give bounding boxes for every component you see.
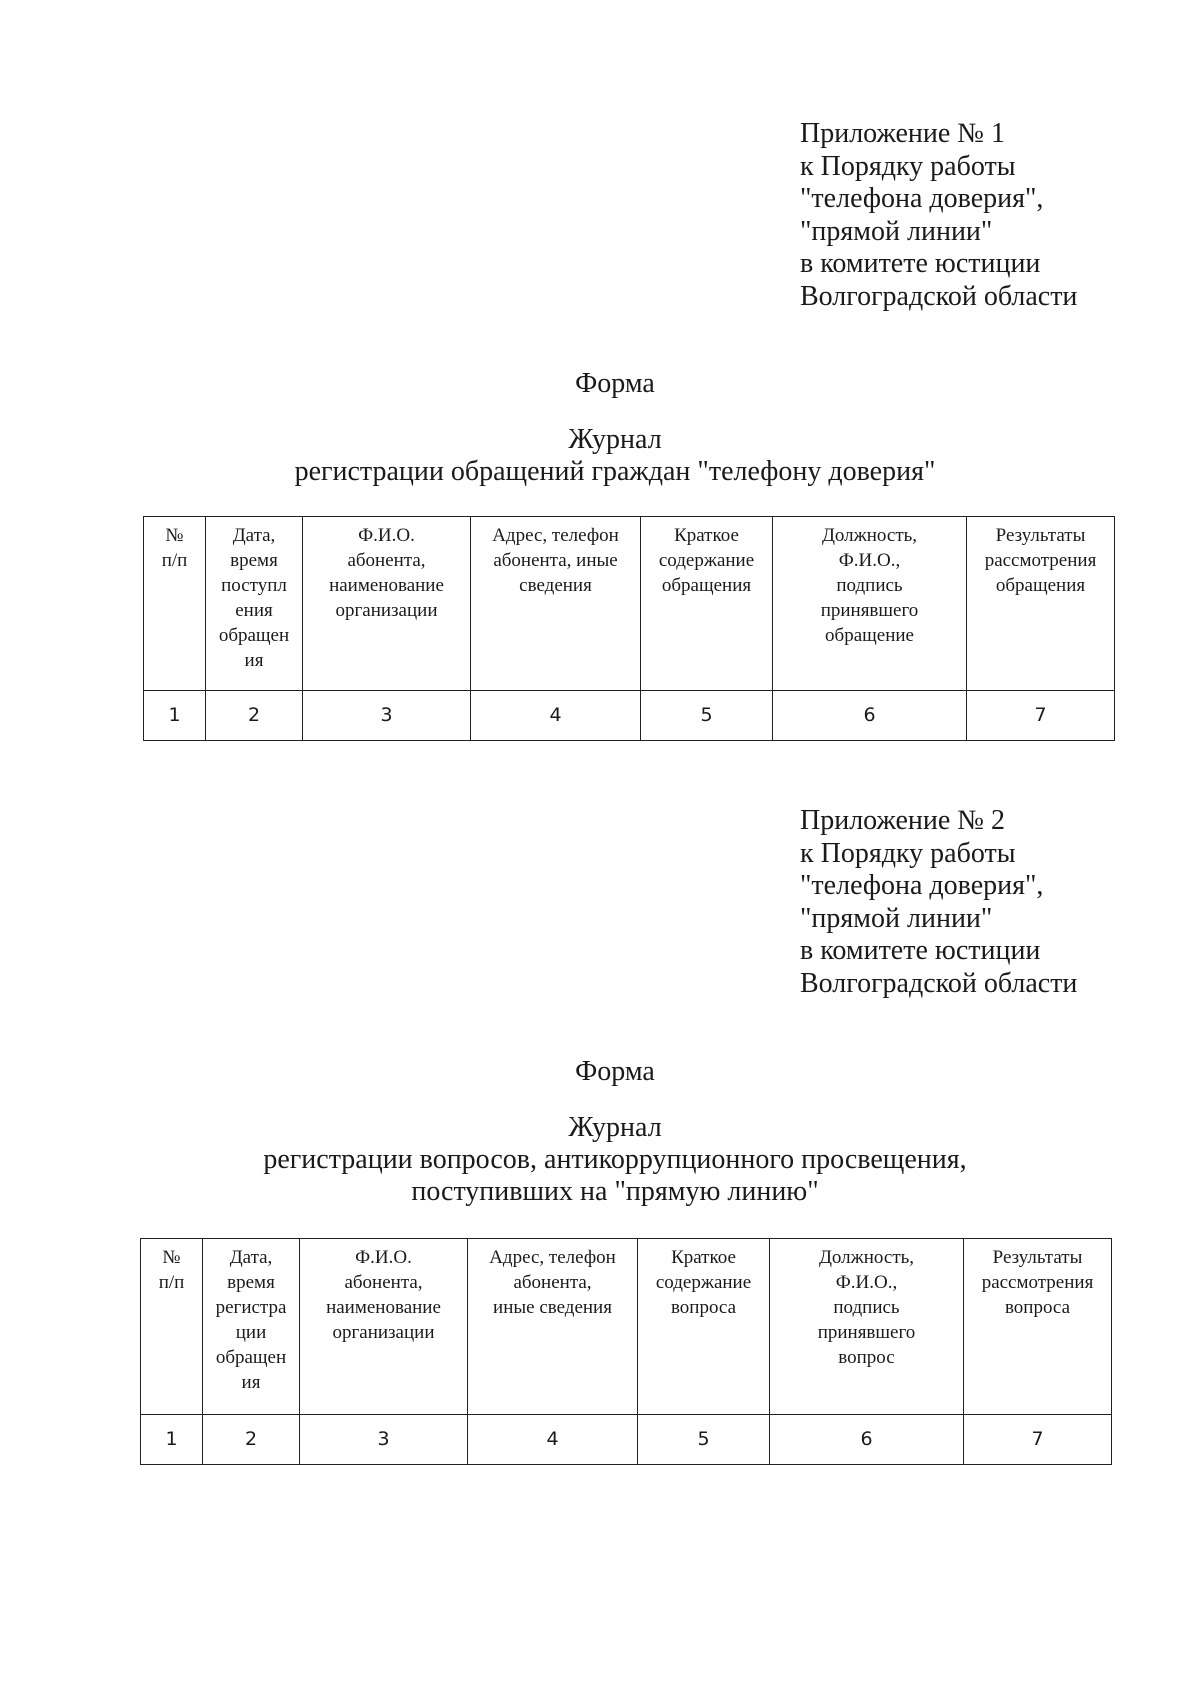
header-cell-number: № п/п [141,1239,203,1415]
appendix-2-line: "телефона доверия", [800,870,1044,901]
number-cell: 2 [203,1415,300,1465]
appendix-2-line: в комитете юстиции [800,935,1041,966]
header-cell-fio: Ф.И.О. абонента, наименование организации [303,517,471,691]
form-2-title-line: Журнал [568,1112,662,1143]
form-1-title [0,424,1200,488]
form-1-title-line: Журнал [568,424,662,455]
form-1-label: Форма [575,368,655,399]
header-cell-number: № п/п [144,517,206,691]
number-cell: 4 [471,691,641,741]
appendix-2-header [800,805,1077,1000]
number-cell: 3 [300,1415,468,1465]
appendix-1-line: "прямой линии" [800,215,993,247]
form-2-label: Форма [575,1056,655,1087]
appendix-1-line: Волгоградской области [800,280,1078,312]
appendix-1-line: "телефона доверия", [800,183,1044,214]
number-cell: 6 [770,1415,964,1465]
header-cell-address: Адрес, телефон абонента, иные сведения [471,517,641,691]
appendix-1-line: в комитете юстиции [800,248,1041,279]
form-2-title-line: регистрации вопросов, антикоррупционного просвещения, [263,1144,967,1175]
header-cell-result: Результаты рассмотрения вопроса [964,1239,1112,1415]
header-cell-summary: Краткое содержание обращения [641,517,773,691]
table-number-row [144,691,1115,741]
header-cell-date: Дата, время регистра ции обращен ия [203,1239,300,1415]
number-cell: 7 [967,691,1115,741]
header-cell-position: Должность, Ф.И.О., подпись принявшего вопрос [770,1239,964,1415]
number-cell: 7 [964,1415,1112,1465]
appendix-2-line: к Порядку работы [800,837,1016,869]
number-cell: 6 [773,691,967,741]
header-cell-position: Должность, Ф.И.О., подпись принявшего обращение [773,517,967,691]
appendix-2-line: Волгоградской области [800,967,1078,999]
number-cell: 1 [141,1415,203,1465]
form-1-table [143,516,1115,741]
appendix-1-line: к Порядку работы [800,150,1016,182]
header-cell-summary: Краткое содержание вопроса [638,1239,770,1415]
number-cell: 1 [144,691,206,741]
number-cell: 5 [641,691,773,741]
header-cell-date: Дата, время поступл ения обращен ия [206,517,303,691]
number-cell: 3 [303,691,471,741]
form-2-table [140,1238,1112,1465]
number-cell: 5 [638,1415,770,1465]
appendix-2-line: "прямой линии" [800,902,993,934]
appendix-1-header [800,118,1077,313]
table-number-row [141,1415,1112,1465]
table-header-row [141,1239,1112,1415]
header-cell-address: Адрес, телефон абонента, иные сведения [468,1239,638,1415]
number-cell: 2 [206,691,303,741]
appendix-1-line: Приложение № 1 [800,118,1005,149]
form-2-title-line: поступивших на "прямую линию" [411,1176,819,1207]
number-cell: 4 [468,1415,638,1465]
header-cell-fio: Ф.И.О. абонента, наименование организации [300,1239,468,1415]
table-header-row [144,517,1115,691]
header-cell-result: Результаты рассмотрения обращения [967,517,1115,691]
appendix-2-line: Приложение № 2 [800,805,1005,836]
form-2-title [0,1112,1200,1208]
form-1-title-line: регистрации обращений граждан "телефону доверия" [294,456,936,487]
